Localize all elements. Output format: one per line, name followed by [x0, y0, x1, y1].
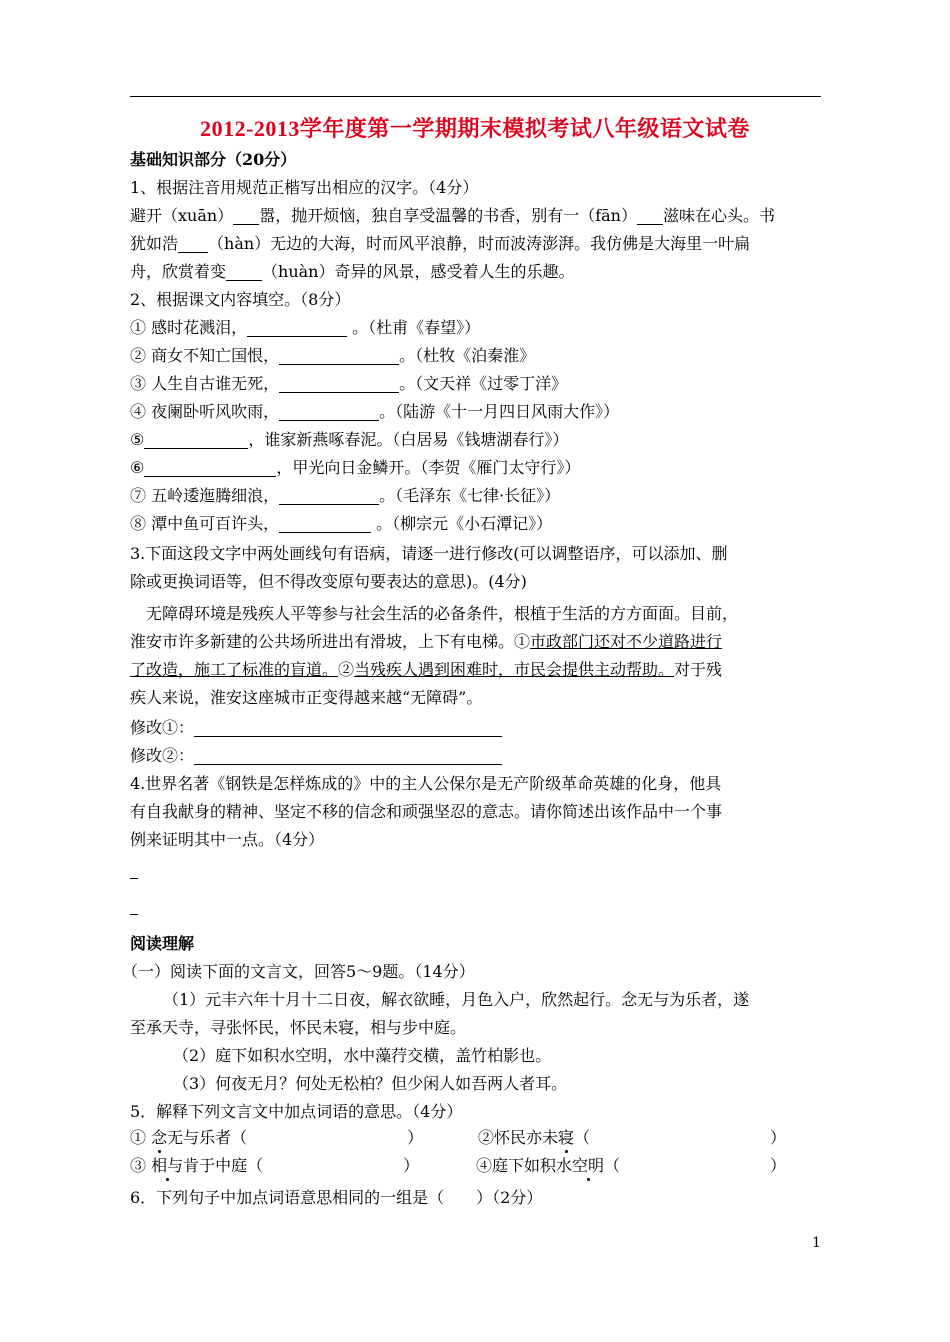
q1-line-1: 避开（xuān） 嚣，抛开烦恼，独自享受温馨的书香，别有一（fān） 滋味在心头。书 [130, 206, 775, 225]
blank[interactable] [279, 374, 399, 393]
exam-title: 2012-2013学年度第一学期期末模拟考试八年级语文试卷 [200, 116, 750, 141]
reading-para-2: （2）庭下如积水空明，水中藻荇交横，盖竹柏影也。 [173, 1046, 552, 1065]
blank[interactable] [247, 318, 347, 337]
reading-para-3: （3）何夜无月？何处无松柏？但少闲人如吾两人者耳。 [173, 1074, 568, 1093]
answer-line[interactable] [194, 718, 502, 737]
q2-item-4: ④ 夜阑卧听风吹雨， 。（陆游《十一月四日风雨大作》） [130, 402, 620, 421]
q3-passage-4: 疾人来说，淮安这座城市正变得越来越“无障碍”。 [130, 688, 483, 707]
blank[interactable] [144, 458, 276, 477]
answer-line[interactable] [130, 914, 138, 915]
q3-prompt-1: 3.下面这段文字中两处画线句有语病，请逐一进行修改(可以调整语序，可以添加、删 [130, 544, 728, 563]
reading-intro: （一）阅读下面的文言文，回答5～9题。（14分） [122, 962, 475, 981]
blank[interactable] [144, 430, 248, 449]
q2-item-7: ⑦ 五岭逶迤腾细浪， 。（毛泽东《七律·长征》） [130, 486, 561, 505]
answer-line[interactable] [130, 878, 138, 879]
q4-line-1: 4.世界名著《钢铁是怎样炼成的》中的主人公保尔是无产阶级革命英雄的化身，他具 [130, 774, 722, 793]
page-number: 1 [812, 1235, 821, 1251]
section-heading-reading: 阅读理解 [130, 934, 195, 953]
blank[interactable] [279, 486, 379, 505]
q4-line-3: 例来证明其中一点。（4分） [130, 830, 325, 849]
blank[interactable] [279, 514, 371, 533]
q2-item-8: ⑧ 潭中鱼可百许头， 。（柳宗元《小石潭记》） [130, 514, 553, 533]
q5-prompt: 5．解释下列文言文中加点词语的意思。（4分） [130, 1102, 463, 1121]
q5-item-1: ① 念无与乐者（ ） [130, 1128, 424, 1147]
answer-line[interactable] [194, 746, 502, 765]
q3-passage-1: 无障碍环境是残疾人平等参与社会生活的必备条件，根植于生活的方方面面。目前， [146, 604, 739, 623]
blank[interactable] [279, 346, 399, 365]
q4-line-2: 有自我献身的精神、坚定不移的信念和顽强坚忍的意志。请你简述出该作品中一个事 [130, 802, 723, 821]
section-heading-basics: 基础知识部分（20分） [130, 150, 297, 169]
q2-item-5: ⑤ ，谁家新燕啄春泥。（白居易《钱塘湖春行》） [130, 430, 569, 449]
q2-item-3: ③ 人生自古谁无死， 。（文天祥《过零丁洋》 [130, 374, 568, 393]
blank[interactable] [178, 234, 208, 253]
q5-item-4: ④庭下如积水空明（ ） [476, 1156, 787, 1175]
blank[interactable] [279, 402, 379, 421]
q3-passage-2: 淮安市许多新建的公共场所进出有滑坡，上下有电梯。①市政部门还对不少道路进行 [130, 632, 723, 651]
q3-passage-3: 了改造，施工了标准的盲道。②当残疾人遇到困难时，市民会提供主动帮助。对于残 [130, 660, 723, 679]
q1-line-2: 犹如浩 （hàn）无边的大海，时而风平浪静，时而波涛澎湃。我仿佛是大海里一叶扁 [130, 234, 751, 253]
q1-line-3: 舟，欣赏着变 （huàn）奇异的风景，感受着人生的乐趣。 [130, 262, 575, 281]
q3-prompt-2: 除或更换词语等，但不得改变原句要表达的意思)。(4分) [130, 572, 527, 591]
blank[interactable] [233, 206, 259, 225]
q6-prompt: 6．下列句子中加点词语意思相同的一组是（ ）（2分） [130, 1188, 543, 1207]
blank[interactable] [226, 262, 262, 281]
q2-item-1: ① 感时花溅泪， 。（杜甫《春望》） [130, 318, 481, 337]
q3-fix-1: 修改①： [130, 714, 502, 742]
blank[interactable] [637, 206, 663, 225]
q5-item-3: ③ 相与肯于中庭（ ） [130, 1156, 420, 1175]
q1-prompt: 1、根据注音用规范正楷写出相应的汉字。（4分） [130, 178, 479, 197]
q2-item-2: ② 商女不知亡国恨， 。（杜牧《泊秦淮》 [130, 346, 536, 365]
q5-item-2: ②怀民亦未寝（ ） [478, 1128, 787, 1147]
header-rule [130, 96, 821, 97]
q2-item-6: ⑥ ，甲光向日金鳞开。（李贺《雁门太守行》） [130, 458, 581, 477]
q2-prompt: 2、根据课文内容填空。（8分） [130, 290, 351, 309]
q3-fix-2: 修改②： [130, 742, 502, 770]
reading-para-1b: 至承天寺，寻张怀民，怀民未寝，相与步中庭。 [130, 1018, 467, 1037]
reading-para-1a: （1）元丰六年十月十二日夜，解衣欲睡，月色入户，欣然起行。念无与为乐者，遂 [163, 990, 750, 1009]
